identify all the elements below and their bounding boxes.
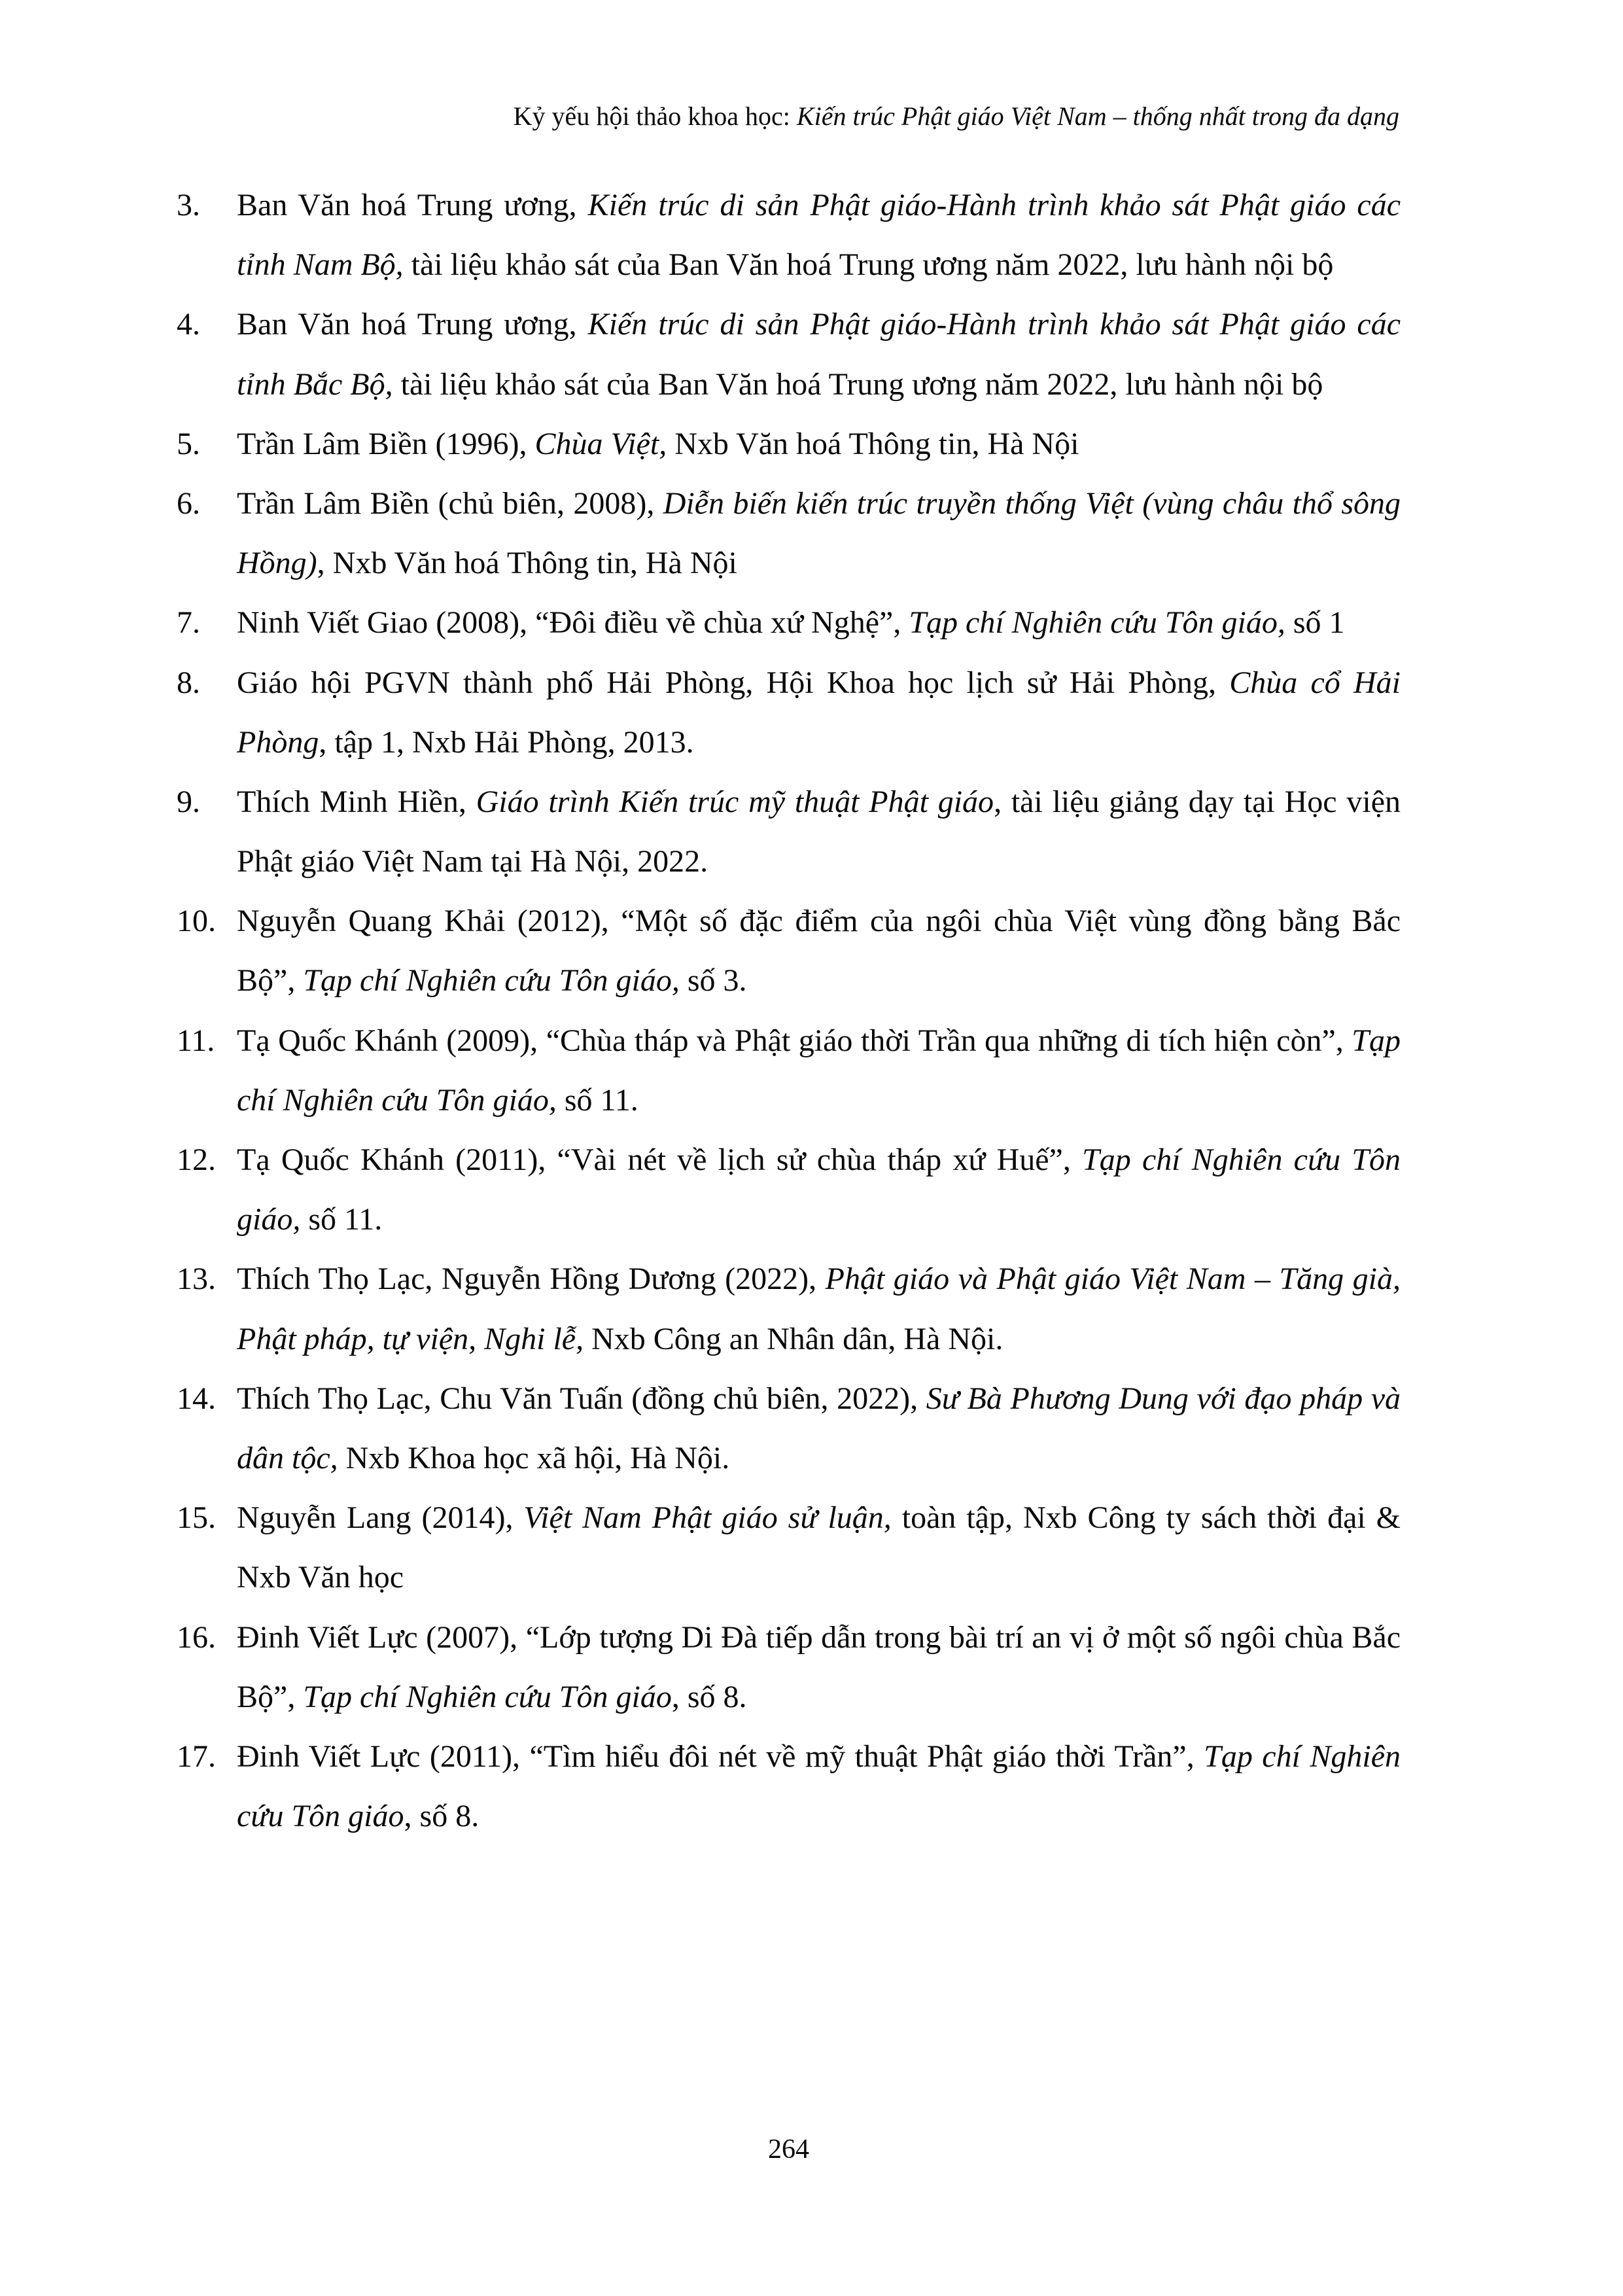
- reference-item: [177, 1488, 1401, 1607]
- reference-item: [177, 294, 1401, 414]
- reference-text: [237, 593, 1401, 652]
- page-number: 264: [768, 2134, 809, 2164]
- references-list: [177, 175, 1401, 1846]
- reference-text: [237, 1488, 1401, 1607]
- reference-text: [237, 1727, 1401, 1846]
- reference-title-segment: Tạp chí Nghiên cứu Tôn giáo,: [909, 605, 1293, 641]
- reference-number: 9.: [177, 784, 200, 819]
- reference-plain-segment: số 11.: [308, 1202, 383, 1237]
- reference-plain-segment: Tạ Quốc Khánh (2009), “Chùa tháp và Phật giáo thời Trần qua những di tích hiện còn”,: [237, 1023, 1352, 1058]
- page-header: [177, 98, 1401, 135]
- reference-text: [237, 175, 1401, 294]
- reference-plain-segment: Giáo hội PGVN thành phố Hải Phòng, Hội Khoa học lịch sử Hải Phòng,: [237, 665, 1230, 700]
- reference-title-segment: Diễn biến kiến trúc truyền thống Việt (vùng châu thổ sông Hồng): [237, 486, 1401, 581]
- reference-plain-segment: Ban Văn hoá Trung ương,: [237, 188, 588, 222]
- reference-title-segment: Kiến trúc di sản Phật giáo-Hành trình khảo sát Phật giáo các tỉnh Nam Bộ,: [237, 188, 1401, 283]
- reference-plain-segment: Nguyễn Quang Khải (2012), “Một số đặc điểm của ngôi chùa Việt vùng đồng bằng Bắc Bộ”,: [237, 904, 1401, 998]
- reference-title-segment: Tạp chí Nghiên cứu Tôn giáo,: [303, 963, 688, 998]
- reference-text: [237, 1249, 1401, 1368]
- reference-number: 15.: [177, 1500, 216, 1536]
- reference-plain-segment: Thích Thọ Lạc, Nguyễn Hồng Dương (2022),: [237, 1262, 826, 1297]
- reference-item: [177, 1011, 1401, 1130]
- reference-text: [237, 1130, 1401, 1249]
- reference-title-segment: Tạp chí Nghiên cứu Tôn giáo: [303, 1679, 672, 1714]
- reference-item: [177, 1130, 1401, 1249]
- reference-plain-segment: , tài liệu giảng dạy tại Học viện Phật giáo Việt Nam tại Hà Nội, 2022.: [237, 784, 1401, 879]
- reference-text: [237, 891, 1401, 1010]
- reference-plain-segment: Nguyễn Lang (2014),: [237, 1500, 524, 1536]
- reference-plain-segment: Nxb Khoa học xã hội, Hà Nội.: [345, 1440, 730, 1475]
- page-footer: [177, 2134, 1401, 2165]
- page-content: [177, 98, 1401, 1846]
- reference-text: [237, 1608, 1401, 1727]
- reference-number: 17.: [177, 1739, 216, 1774]
- reference-plain-segment: Trần Lâm Biền (chủ biên, 2008),: [237, 486, 663, 521]
- reference-plain-segment: , Nxb Văn hoá Thông tin, Hà Nội: [317, 546, 737, 581]
- reference-plain-segment: , số 8.: [404, 1799, 480, 1834]
- reference-item: [177, 891, 1401, 1010]
- reference-title-segment: Kiến trúc di sản Phật giáo-Hành trình khảo sát Phật giáo các tỉnh Bắc Bộ,: [237, 307, 1401, 402]
- reference-number: 14.: [177, 1381, 216, 1416]
- reference-text: [237, 1011, 1401, 1130]
- reference-number: 7.: [177, 605, 200, 641]
- reference-plain-segment: Ninh Viết Giao (2008), “Đôi điều về chùa xứ Nghệ”,: [237, 605, 909, 641]
- reference-plain-segment: Nxb Văn hoá Thông tin, Hà Nội: [674, 426, 1079, 461]
- header-prefix: Kỷ yếu hội thảo khoa học:: [513, 101, 797, 131]
- reference-plain-segment: số 11.: [564, 1082, 638, 1118]
- reference-item: [177, 593, 1401, 652]
- reference-item: [177, 653, 1401, 772]
- reference-text: [237, 1369, 1401, 1488]
- reference-plain-segment: , tập 1, Nxb Hải Phòng, 2013.: [319, 724, 694, 760]
- reference-plain-segment: Thích Thọ Lạc, Chu Văn Tuấn (đồng chủ biên, 2022),: [237, 1381, 926, 1416]
- reference-title-segment: Việt Nam Phật giáo sử luận,: [523, 1500, 902, 1536]
- reference-item: [177, 1369, 1401, 1488]
- reference-item: [177, 1727, 1401, 1846]
- reference-number: 6.: [177, 486, 200, 521]
- reference-plain-segment: tài liệu khảo sát của Ban Văn hoá Trung ương năm 2022, lưu hành nội bộ: [400, 366, 1323, 402]
- reference-title-segment: Sư Bà Phương Dung với đạo pháp và dân tộc,: [237, 1381, 1401, 1475]
- reference-plain-segment: Đinh Viết Lực (2007), “Lớp tượng Di Đà tiếp dẫn trong bài trí an vị ở một số ngôi chùa Bắc Bộ”,: [237, 1619, 1401, 1714]
- reference-plain-segment: số 3.: [687, 963, 747, 998]
- reference-item: [177, 1608, 1401, 1727]
- reference-number: 13.: [177, 1262, 216, 1297]
- reference-plain-segment: , số 8.: [671, 1679, 747, 1714]
- reference-item: [177, 175, 1401, 294]
- reference-title-segment: Giáo trình Kiến trúc mỹ thuật Phật giáo: [476, 784, 994, 819]
- reference-number: 5.: [177, 426, 200, 461]
- reference-plain-segment: Nxb Công an Nhân dân, Hà Nội.: [591, 1321, 1003, 1356]
- header-title: Kiến trúc Phật giáo Việt Nam – thống nhất trong đa dạng: [796, 101, 1399, 131]
- reference-item: [177, 772, 1401, 891]
- reference-title-segment: Tạp chí Nghiên cứu Tôn giáo: [237, 1739, 1401, 1834]
- reference-title-segment: Tạp chí Nghiên cứu Tôn giáo,: [237, 1023, 1401, 1118]
- reference-number: 3.: [177, 188, 200, 222]
- reference-number: 16.: [177, 1619, 216, 1655]
- reference-text: [237, 772, 1401, 891]
- reference-title-segment: Chùa cổ Hải Phòng: [237, 665, 1401, 760]
- reference-title-segment: Tạp chí Nghiên cứu Tôn giáo,: [237, 1142, 1401, 1237]
- reference-plain-segment: Trần Lâm Biền (1996),: [237, 426, 535, 461]
- reference-number: 10.: [177, 904, 216, 939]
- reference-plain-segment: Ban Văn hoá Trung ương,: [237, 307, 588, 342]
- reference-text: [237, 653, 1401, 772]
- reference-item: [177, 414, 1401, 474]
- reference-number: 4.: [177, 307, 200, 342]
- reference-number: 11.: [177, 1023, 215, 1058]
- reference-plain-segment: Tạ Quốc Khánh (2011), “Vài nét về lịch sử chùa tháp xứ Huế”,: [237, 1142, 1083, 1177]
- reference-plain-segment: Thích Minh Hiền,: [237, 784, 476, 819]
- reference-text: [237, 414, 1401, 474]
- reference-number: 8.: [177, 665, 200, 700]
- reference-plain-segment: tài liệu khảo sát của Ban Văn hoá Trung ương năm 2022, lưu hành nội bộ: [411, 247, 1334, 283]
- reference-plain-segment: toàn tập, Nxb Công ty sách thời đại & Nxb Văn học: [237, 1500, 1401, 1595]
- reference-item: [177, 1249, 1401, 1368]
- reference-text: [237, 474, 1401, 593]
- reference-number: 12.: [177, 1142, 216, 1177]
- reference-plain-segment: số 1: [1293, 605, 1345, 641]
- reference-title-segment: Chùa Việt,: [534, 426, 675, 461]
- reference-item: [177, 474, 1401, 593]
- reference-title-segment: Phật giáo và Phật giáo Việt Nam – Tăng già, Phật pháp, tự viện, Nghi lễ,: [237, 1262, 1401, 1356]
- reference-text: [237, 294, 1401, 414]
- reference-plain-segment: Đinh Viết Lực (2011), “Tìm hiểu đôi nét về mỹ thuật Phật giáo thời Trần”,: [237, 1739, 1204, 1774]
